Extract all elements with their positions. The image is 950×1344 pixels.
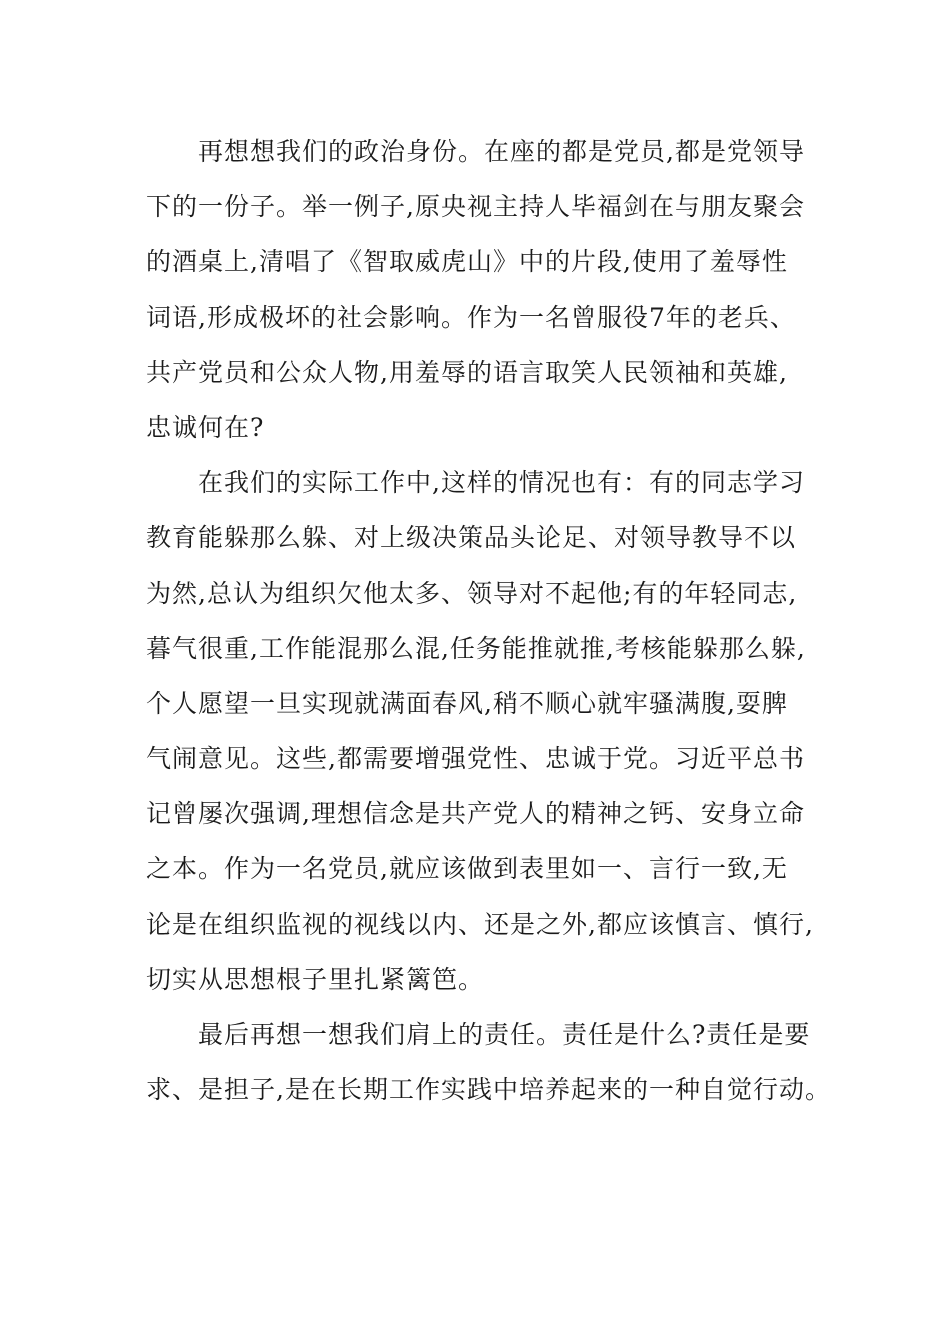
text-line: 为然,总认为组织欠他太多、领导对不起他;有的年轻同志, (146, 578, 798, 608)
text-line: 个人愿望一旦实现就满面春风,稍不顺心就牢骚满腹,耍脾 (146, 688, 788, 718)
text-line: 忠诚何在? (146, 412, 265, 442)
text-line: 词语,形成极坏的社会影响。作为一名曾服役7年的老兵、 (146, 302, 796, 332)
paragraph-actual-work (146, 455, 818, 1007)
text-line: 切实从思想根子里扎紧篱笆。 (146, 964, 485, 994)
body-text (146, 124, 831, 1117)
text-line: 共产党员和公众人物,用羞辱的语言取笑人民领袖和英雄, (146, 357, 788, 387)
text-line: 在我们的实际工作中,这样的情况也有：有的同志学习 (198, 468, 805, 498)
text-line: 最后再想一想我们肩上的责任。责任是什么?责任是要 (198, 1020, 811, 1049)
paragraph-responsibility (146, 1007, 831, 1117)
text-line: 暮气很重,工作能混那么混,任务能推就推,考核能躲那么躲, (146, 633, 806, 663)
text-line: 再想想我们的政治身份。在座的都是党员,都是党领导 (198, 137, 805, 166)
text-line: 记曾屡次强调,理想信念是共产党人的精神之钙、安身立命 (146, 799, 805, 829)
text-line: 之本。作为一名党员,就应该做到表里如一、言行一致,无 (146, 854, 788, 884)
paragraph-political-identity (146, 124, 818, 455)
text-line: 气闹意见。这些,都需要增强党性、忠诚于党。习近平总书 (146, 744, 805, 774)
text-line: 求、是担子,是在长期工作实践中培养起来的一种自觉行动。 (146, 1075, 831, 1105)
text-line: 的酒桌上,清唱了《智取威虎山》中的片段,使用了羞辱性 (146, 247, 788, 277)
text-line: 论是在组织监视的视线以内、还是之外,都应该慎言、慎行, (146, 909, 814, 939)
text-line: 教育能躲那么躲、对上级决策品头论足、对领导教导不以 (146, 523, 797, 553)
text-line: 下的一份子。举一例子,原央视主持人毕福剑在与朋友聚会 (146, 192, 805, 222)
